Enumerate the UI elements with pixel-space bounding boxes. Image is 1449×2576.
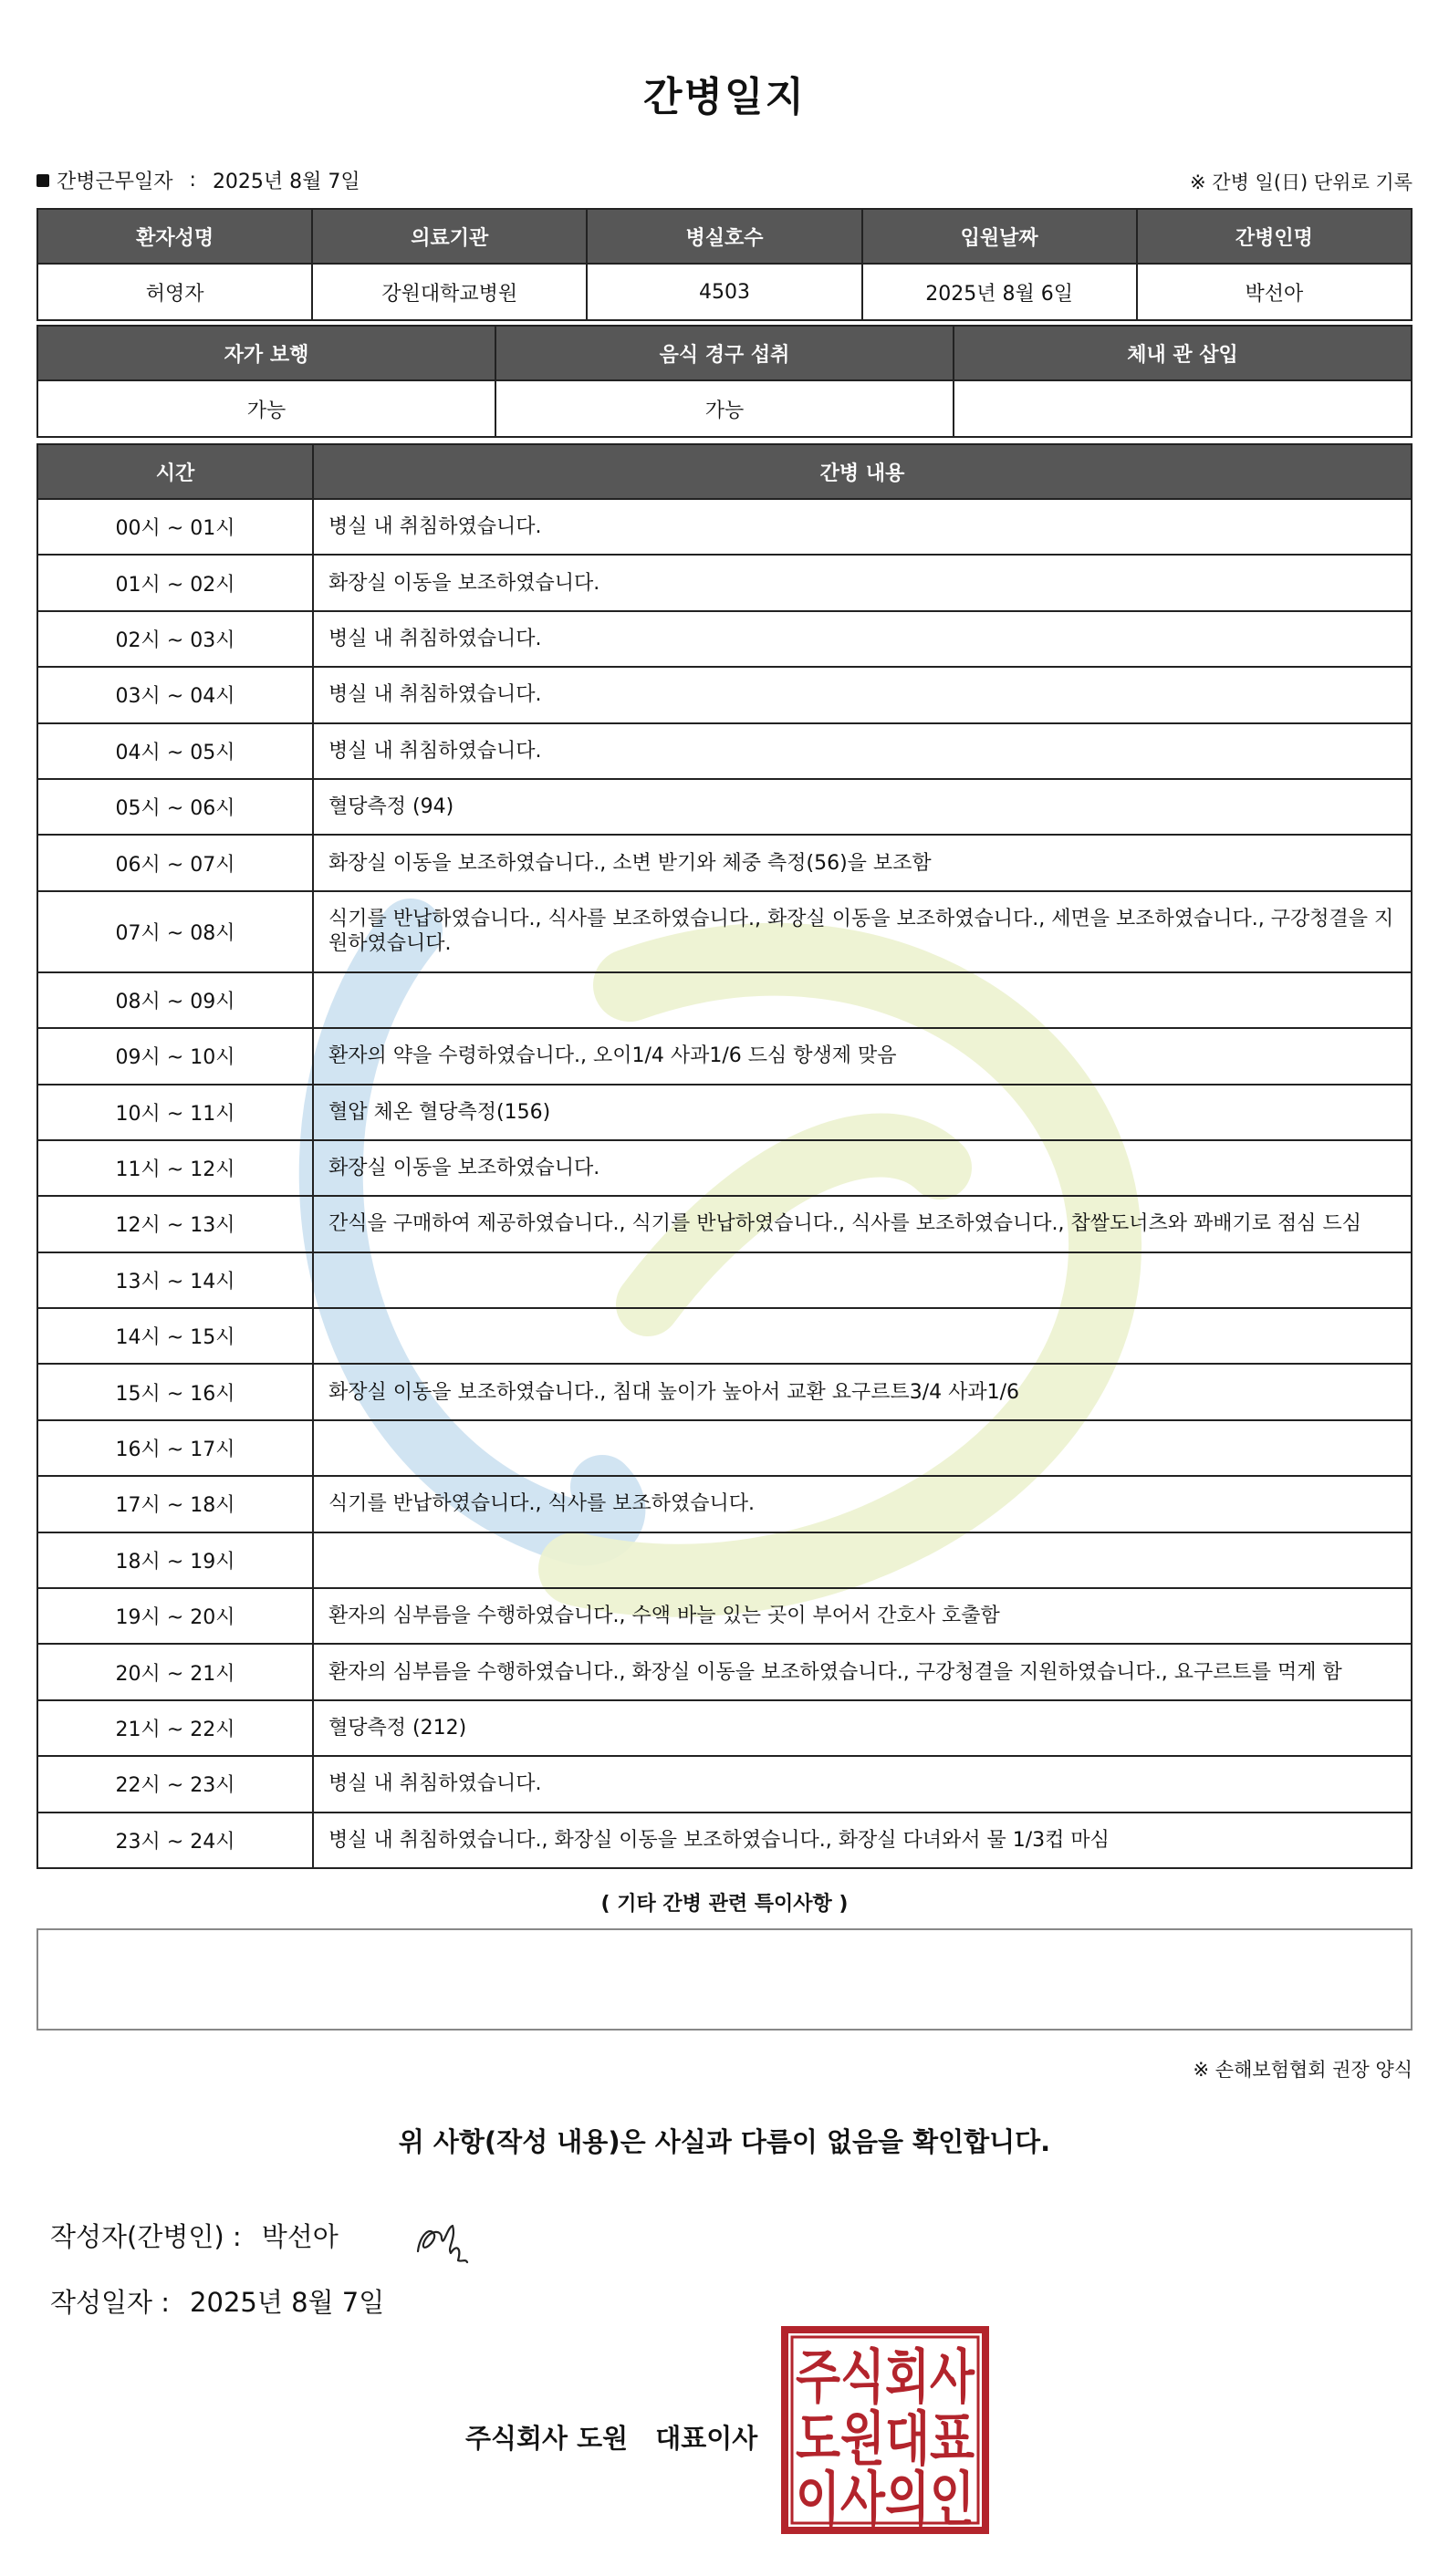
- log-content: 병실 내 취침하였습니다.: [313, 611, 1412, 667]
- log-time: 15시 ~ 16시: [37, 1364, 313, 1419]
- log-content: 환자의 심부름을 수행하였습니다., 수액 바늘 있는 곳이 부어서 간호사 호출함: [313, 1588, 1412, 1644]
- log-content: 환자의 약을 수령하였습니다., 오이1/4 사과1/6 드심 항생제 맞음: [313, 1028, 1412, 1084]
- header-time: 시간: [37, 444, 313, 499]
- log-time: 14시 ~ 15시: [37, 1308, 313, 1364]
- log-content: [313, 1420, 1412, 1476]
- log-time: 19시 ~ 20시: [37, 1588, 313, 1644]
- table-row: [37, 1028, 1412, 1084]
- header-oral-intake: 음식 경구 섭취: [495, 326, 954, 380]
- header-admission-date: 입원날짜: [862, 209, 1137, 264]
- unit-note: ※ 간병 일(日) 단위로 기록: [1190, 171, 1413, 193]
- table-row: [37, 611, 1412, 667]
- log-content: [313, 1532, 1412, 1588]
- log-content: 혈당측정 (212): [313, 1700, 1412, 1756]
- company-name: 주식회사 도원: [465, 2423, 629, 2454]
- log-content: 화장실 이동을 보조하였습니다.: [313, 1140, 1412, 1196]
- log-time: 18시 ~ 19시: [37, 1532, 313, 1588]
- header-patient-name: 환자성명: [37, 209, 312, 264]
- caregiver-name: 박선아: [1137, 264, 1412, 320]
- patient-name: 허영자: [37, 264, 312, 320]
- log-content: 병실 내 취침하였습니다.: [313, 499, 1412, 555]
- log-time: 02시 ~ 03시: [37, 611, 313, 667]
- room-number: 4503: [587, 264, 861, 320]
- work-date-value: 2025년 8월 7일: [212, 171, 360, 193]
- log-time: 09시 ~ 10시: [37, 1028, 313, 1084]
- log-time: 12시 ~ 13시: [37, 1196, 313, 1252]
- work-date-label: 간병근무일자: [57, 171, 173, 193]
- work-date-colon: :: [189, 169, 196, 192]
- log-time: 00시 ~ 01시: [37, 499, 313, 555]
- hospital: 강원대학교병원: [312, 264, 587, 320]
- confirmation-statement: 위 사항(작성 내용)은 사실과 다름이 없음을 확인합니다.: [398, 2126, 1051, 2157]
- table-row: [37, 1364, 1412, 1419]
- header-self-walking: 자가 보행: [37, 326, 495, 380]
- header-hospital: 의료기관: [312, 209, 587, 264]
- header-tube-insertion: 체내 관 삽입: [954, 326, 1412, 380]
- self-walking-value: 가능: [37, 380, 495, 437]
- notes-title: ( 기타 간병 관련 특이사항 ): [600, 1893, 849, 1916]
- table-row: [37, 891, 1412, 972]
- company-line: [465, 2418, 757, 2456]
- tube-insertion-value: [954, 380, 1412, 437]
- table-row: [37, 555, 1412, 610]
- log-time: 13시 ~ 14시: [37, 1252, 313, 1308]
- log-time: 08시 ~ 09시: [37, 972, 313, 1028]
- log-content: 식기를 반납하였습니다., 식사를 보조하였습니다.: [313, 1476, 1412, 1532]
- written-date-line: [50, 2282, 384, 2320]
- table-row: [37, 1196, 1412, 1252]
- log-time: 22시 ~ 23시: [37, 1756, 313, 1812]
- page-title: 간병일지: [642, 74, 806, 120]
- table-row: [37, 1085, 1412, 1140]
- table-row: [37, 972, 1412, 1028]
- log-time: 17시 ~ 18시: [37, 1476, 313, 1532]
- table-row: [37, 1700, 1412, 1756]
- log-time: 06시 ~ 07시: [37, 835, 313, 890]
- table-row: [37, 1140, 1412, 1196]
- log-content: [313, 1252, 1412, 1308]
- svg-text:이사의인: 이사의인: [796, 2467, 975, 2534]
- bullet-square-icon: [36, 174, 49, 187]
- log-content: 화장실 이동을 보조하였습니다.: [313, 555, 1412, 610]
- work-date: [36, 166, 360, 194]
- table-row: [37, 1532, 1412, 1588]
- patient-info-table: [36, 208, 1413, 321]
- written-date-value: 2025년 8월 7일: [190, 2287, 385, 2318]
- table-row: [37, 835, 1412, 890]
- table-row: [37, 1756, 1412, 1812]
- form-note: ※ 손해보험협회 권장 양식: [1193, 2059, 1413, 2081]
- table-row: [37, 1588, 1412, 1644]
- log-content: 환자의 심부름을 수행하였습니다., 화장실 이동을 보조하였습니다., 구강청결을 지원하였습니다., 요구르트를 먹게 함: [313, 1644, 1412, 1699]
- log-content: 화장실 이동을 보조하였습니다., 침대 높이가 높아서 교환 요구르트3/4 사과1/6: [313, 1364, 1412, 1419]
- log-content: 간식을 구매하여 제공하였습니다., 식기를 반납하였습니다., 식사를 보조하였습니다., 찹쌀도너츠와 꽈배기로 점심 드심: [313, 1196, 1412, 1252]
- table-row: [37, 1308, 1412, 1364]
- table-row: [37, 1813, 1412, 1868]
- signature-image: [411, 2207, 493, 2271]
- company-seal-image: [781, 2326, 989, 2534]
- log-content: 병실 내 취침하였습니다.: [313, 723, 1412, 779]
- log-time: 23시 ~ 24시: [37, 1813, 313, 1868]
- log-content: 화장실 이동을 보조하였습니다., 소변 받기와 체중 측정(56)을 보조함: [313, 835, 1412, 890]
- written-date-label: 작성일자 :: [50, 2287, 171, 2318]
- care-log-table: [36, 443, 1413, 1869]
- log-time: 05시 ~ 06시: [37, 779, 313, 835]
- log-time: 04시 ~ 05시: [37, 723, 313, 779]
- log-content: 혈압 체온 혈당측정(156): [313, 1085, 1412, 1140]
- writer-line: [50, 2217, 339, 2254]
- log-content: 식기를 반납하였습니다., 식사를 보조하였습니다., 화장실 이동을 보조하였습니다., 세면을 보조하였습니다., 구강청결을 지원하였습니다.: [313, 891, 1412, 972]
- company-title: 대표이사: [655, 2423, 758, 2454]
- log-content: 병실 내 취침하였습니다., 화장실 이동을 보조하였습니다., 화장실 다녀와서 물 1/3컵 마심: [313, 1813, 1412, 1868]
- table-row: [37, 1252, 1412, 1308]
- log-content: [313, 1308, 1412, 1364]
- table-row: [37, 667, 1412, 722]
- table-row: [37, 1420, 1412, 1476]
- table-row: [37, 1644, 1412, 1699]
- header-caregiver-name: 간병인명: [1137, 209, 1412, 264]
- log-time: 21시 ~ 22시: [37, 1700, 313, 1756]
- header-care-content: 간병 내용: [313, 444, 1412, 499]
- log-time: 10시 ~ 11시: [37, 1085, 313, 1140]
- table-row: [37, 779, 1412, 835]
- log-content: [313, 972, 1412, 1028]
- patient-status-table: [36, 325, 1413, 438]
- writer-name: 박선아: [261, 2221, 339, 2252]
- admission-date: 2025년 8월 6일: [862, 264, 1137, 320]
- log-time: 20시 ~ 21시: [37, 1644, 313, 1699]
- table-row: [37, 499, 1412, 555]
- svg-text:주식회사: 주식회사: [796, 2344, 975, 2412]
- log-time: 01시 ~ 02시: [37, 555, 313, 610]
- log-content: 병실 내 취침하였습니다.: [313, 1756, 1412, 1812]
- notes-box: [36, 1928, 1413, 2031]
- writer-label: 작성자(간병인) :: [50, 2221, 242, 2252]
- log-time: 07시 ~ 08시: [37, 891, 313, 972]
- table-row: [37, 723, 1412, 779]
- oral-intake-value: 가능: [495, 380, 954, 437]
- log-time: 16시 ~ 17시: [37, 1420, 313, 1476]
- log-content: 병실 내 취침하였습니다.: [313, 667, 1412, 722]
- header-room-number: 병실호수: [587, 209, 861, 264]
- svg-text:도원대표: 도원대표: [796, 2406, 975, 2474]
- log-time: 03시 ~ 04시: [37, 667, 313, 722]
- log-time: 11시 ~ 12시: [37, 1140, 313, 1196]
- log-content: 혈당측정 (94): [313, 779, 1412, 835]
- table-row: [37, 1476, 1412, 1532]
